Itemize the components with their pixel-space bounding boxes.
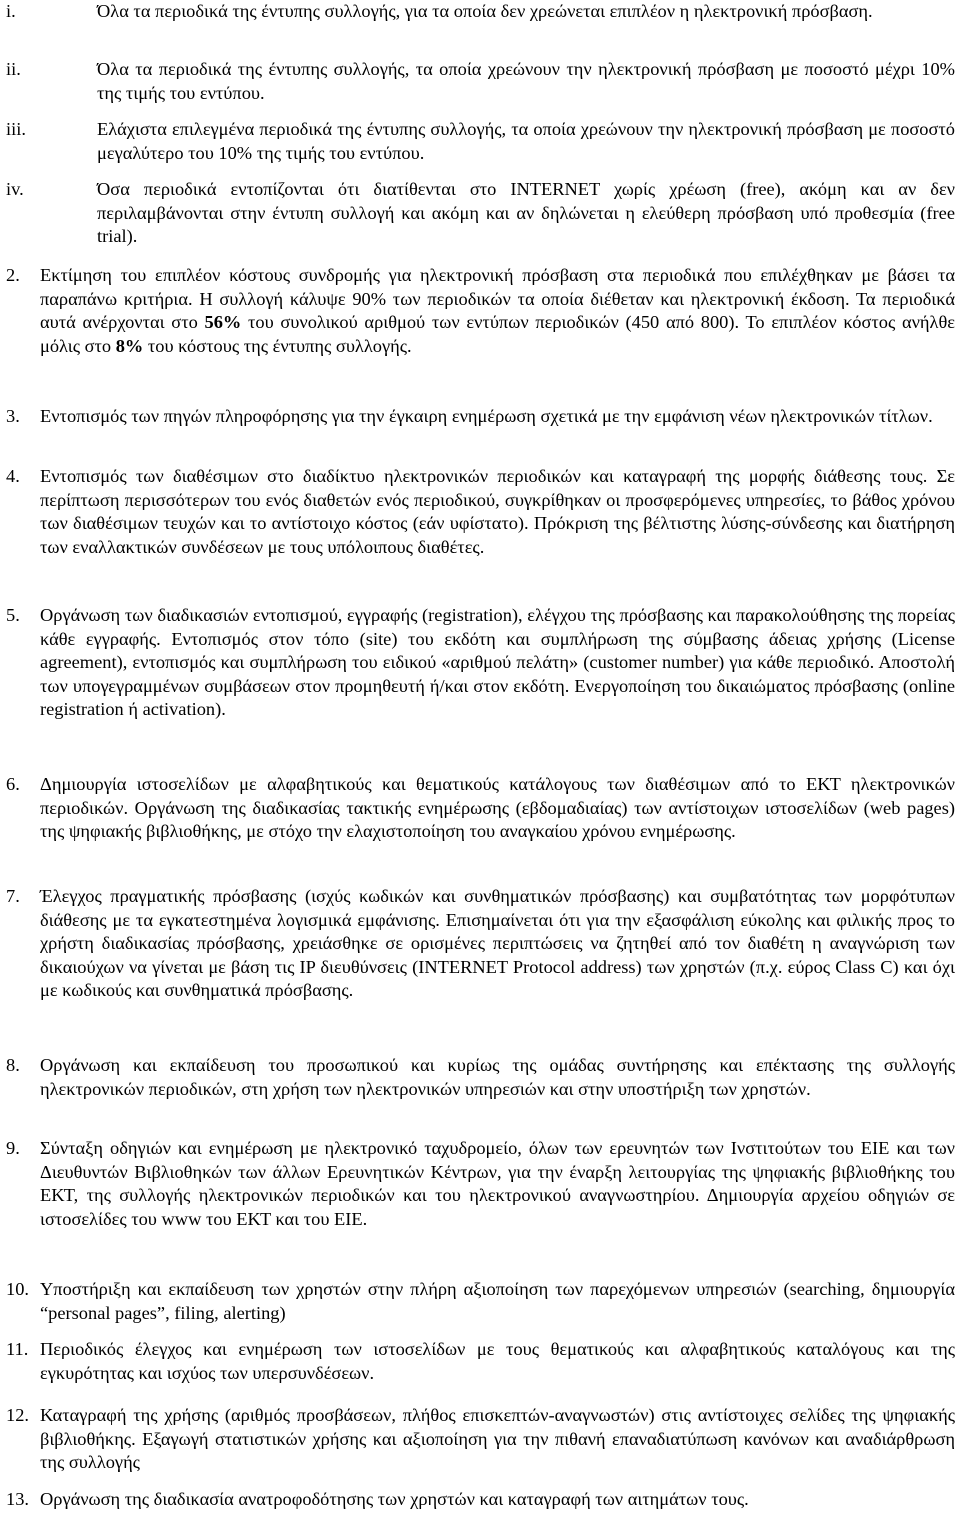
list-item-number: 3. [6,406,20,426]
list-item-8 [6,1054,955,1101]
list-item-9 [6,1137,955,1231]
list-item-text: Οργάνωση και εκπαίδευση του προσωπικού και κυρίως της ομάδας συντήρησης και επέκτασης της συλλογής ηλεκτρονικών περιοδικών, στη χρήση των ηλεκτρονικών υπηρεσιών και στην υποστήριξη των χρηστών. [40,1055,955,1099]
sub-list-item-ii [6,58,955,105]
list-item-number: 6. [6,774,20,794]
percent-extra-cost-value: 8% [115,335,144,356]
list-item-text: Υποστήριξη και εκπαίδευση των χρηστών στην πλήρη αξιοποίηση των παρεχόμενων υπηρεσιών (searching, δημιουργία “personal pages”, filing, alerting) [40,1279,955,1323]
list-item-text: Εντοπισμός των πηγών πληροφόρησης για την έγκαιρη ενημέρωση σχετικά με την εμφάνιση νέων ηλεκτρονικών τίτλων. [40,406,933,426]
percent-coverage-value: 56% [204,312,242,333]
list-item-text: Καταγραφή της χρήσης (αριθμός προσβάσεων, πλήθος επισκεπτών-αναγνωστών) στις αντίστοιχες σελίδες της ψηφιακής βιβλιοθήκης. Εξαγωγή στατιστικών χρήσης και αξιοποίηση για την πιθανή επαναδιατύπωση κανόνων και αναδιάρθρωση της συλλογής [40,1405,955,1473]
list-item-number: 2. [6,265,20,285]
sub-list-item-iii [6,118,955,165]
list-item-13 [6,1488,955,1512]
list-item-text: Έλεγχος πραγματικής πρόσβασης (ισχύς κωδικών και συνθηματικών πρόσβασης) και συμβατότητας των μορφότυπων διάθεσης με τα εγκατεστημένα λογισμικά εμφάνισης. Επισημαίνεται ότι για την εξασφάλιση εύκολης και φιλικής προς το χρήστη διαδικασίας πρόσβασης, χρειάσθηκε σε ορισμένες περιπτώσεις να ζητηθεί από τον διαθέτη η αναγνώριση των δικαιούχων να γίνεται με βάση τις IP διευθύνσεις (INTERNET Protocol address) των χρηστών (π.χ. εύρος Class C) και όχι με κωδικούς και συνθηματικά πρόσβασης. [40,886,955,1001]
list-item-6 [6,773,955,844]
sub-item-text: Όλα τα περιοδικά της έντυπης συλλογής, τα οποία χρεώνουν την ηλεκτρονική πρόσβαση με ποσοστό μέχρι 10% της τιμής του εντύπου. [97,59,955,103]
list-item-text [40,264,955,358]
list-item-text: Οργάνωση των διαδικασιών εντοπισμού, εγγραφής (registration), ελέγχου της πρόσβασης και παρακολούθησης της πορείας κάθε εγγραφής. Εντοπισμός στον τόπο (site) του εκδότη και συμπλήρωση της σύμβασης άδειας χρήσης (License agreement), εντοπισμός και συμπλήρωση του ειδικού «αριθμού πελάτη» (customer number) για κάθε περιοδικό. Αποστολή των υπογεγραμμένων συμβάσεων στον προμηθευτή ή/και στον εκδότη. Ενεργοποίηση του δικαιώματος πρόσβασης (online registration ή activation). [40,605,955,720]
list-item-number: 13. [6,1489,29,1509]
list-item-2 [6,264,955,358]
list-item-text: Περιοδικός έλεγχος και ενημέρωση των ιστοσελίδων με τους θεματικούς και αλφαβητικούς καταλόγους και της εγκυρότητας και ισχύος των υπερσυνδέσεων. [40,1339,955,1383]
sub-item-number: i. [6,1,16,21]
list-item-number: 7. [6,886,20,906]
sub-item-number: iii. [6,119,26,139]
list-item-text: Οργάνωση της διαδικασία ανατροφοδότησης των χρηστών και καταγραφή των αιτημάτων τους. [40,1489,749,1509]
sub-item-text: Ελάχιστα επιλεγμένα περιοδικά της έντυπης συλλογής, τα οποία χρεώνουν την ηλεκτρονική πρόσβαση με ποσοστό μεγαλύτερο του 10% της τιμής του εντύπου. [97,119,955,163]
list-item-text: Σύνταξη οδηγιών και ενημέρωση με ηλεκτρονικό ταχυδρομείο, όλων των ερευνητών των Ινστιτούτων του ΕΙΕ και των Διευθυντών Βιβλιοθηκών των άλλων Ερευνητικών Κέντρων, για την έναρξη λειτουργίας της ψηφιακής βιβλιοθήκης του ΕΚΤ, της συλλογής ηλεκτρονικών περιοδικών και του ηλεκτρονικού αναγνωστηρίου. Δημιουργία αρχείου οδηγιών σε ιστοσελίδες του www του ΕΚΤ και του ΕΙΕ. [40,1138,955,1229]
sub-list-item-iv [6,178,955,249]
list-item-5 [6,604,955,722]
list-item-number: 9. [6,1138,20,1158]
item2-text-part3: του κόστους της έντυπης συλλογής. [143,335,412,356]
list-item-number: 4. [6,466,20,486]
list-item-number: 8. [6,1055,20,1075]
sub-list-item-i [6,0,955,24]
list-item-text: Εντοπισμός των διαθέσιμων στο διαδίκτυο ηλεκτρονικών περιοδικών και καταγραφή της μορφής διάθεσης τους. Σε περίπτωση περισσότερων του ενός διαθετών ενός περιοδικού, συγκρίθηκαν οι προσφερόμενες υπηρεσίες, το βάθος χρόνου των διαθέσιμων τευχών και το αντίστοιχο κόστος (εάν υφίστατο). Πρόκριση της βέλτιστης λύσης-σύνδεσης και διατήρηση των εναλλακτικών συνδέσεων με τους υπόλοιπους διαθέτες. [40,466,955,557]
list-item-7 [6,885,955,1003]
sub-item-text: Όσα περιοδικά εντοπίζονται ότι διατίθενται στο INTERNET χωρίς χρέωση (free), ακόμη και αν δεν περιλαμβάνονται στην έντυπη συλλογή και ακόμη και αν δηλώνεται η ελεύθερη πρόσβαση υπό προθεσμία (free trial). [97,179,955,247]
list-item-text: Δημιουργία ιστοσελίδων με αλφαβητικούς και θεματικούς κατάλογους των διαθέσιμων από το ΕΚΤ ηλεκτρονικών περιοδικών. Οργάνωση της διαδικασίας τακτικής ενημέρωσης (εβδομαδιαίας) των αντίστοιχων ιστοσελίδων (web pages) της ψηφιακής βιβλιοθήκης, με στόχο την ελαχιστοποίηση του αναγκαίου χρόνου ενημέρωσης. [40,774,955,842]
item2-text-part2: του συνολικού αριθμού των εντύπων περιοδικών (450 από 800). Το επιπλέον κόστος ανήλθε μόλις στο [40,312,955,356]
list-item-4 [6,465,955,559]
list-item-number: 12. [6,1405,29,1425]
list-item-number: 11. [6,1339,29,1359]
list-item-10 [6,1278,955,1325]
list-item-12 [6,1404,955,1475]
list-item-11 [6,1338,955,1385]
sub-item-text: Όλα τα περιοδικά της έντυπης συλλογής, για τα οποία δεν χρεώνεται επιπλέον η ηλεκτρονική πρόσβαση. [97,1,873,21]
sub-item-number: ii. [6,59,21,79]
list-item-number: 5. [6,605,20,625]
list-item-3 [6,405,955,429]
sub-item-number: iv. [6,179,24,199]
item2-text-part1: Εκτίμηση του επιπλέον κόστους συνδρομής για ηλεκτρονική πρόσβαση στα περιοδικά που επιλέχθηκαν με βάσει τα παραπάνω κριτήρια. Η συλλογή κάλυψε 90% των περιοδικών τα οποία διέθεταν και ηλεκτρονική έκδοση. Τα περιοδικά αυτά ανέρχονται στο [40,265,955,333]
list-item-number: 10. [6,1279,29,1299]
